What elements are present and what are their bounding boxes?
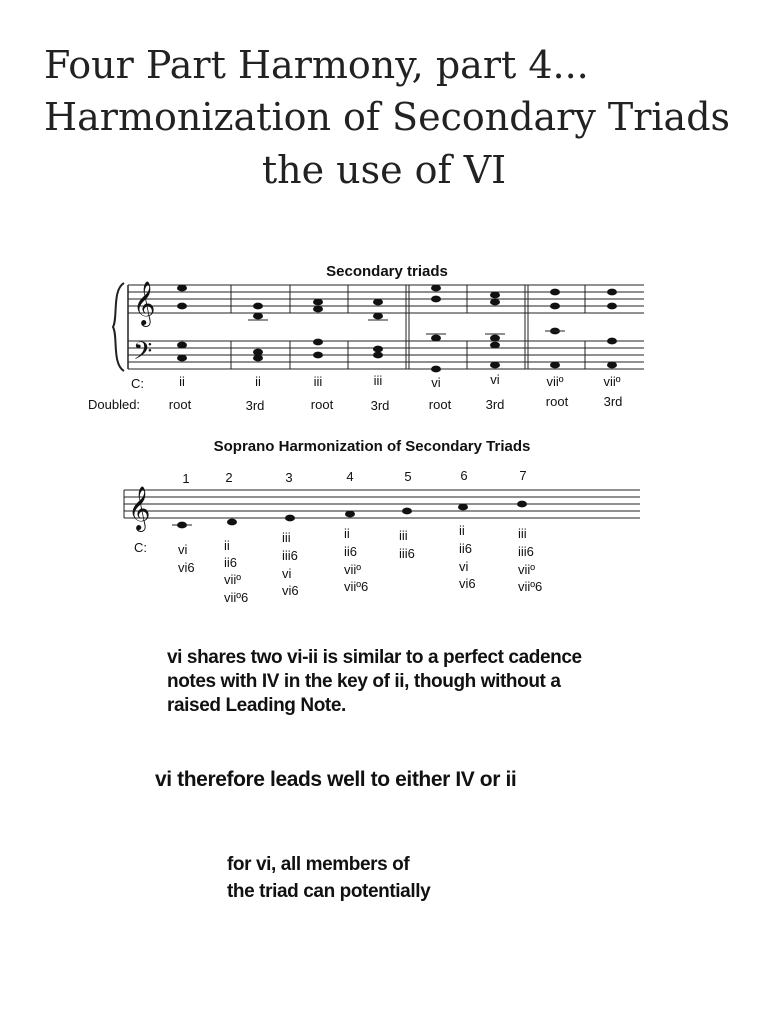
brace-icon [113, 283, 124, 371]
secondary-triads-heading: Secondary triads [326, 263, 448, 280]
soprano-key-label: C: [134, 540, 147, 555]
chord-doubled: 3rd [485, 397, 505, 412]
option: iii [399, 528, 408, 543]
cadence-paragraph [167, 646, 582, 718]
option: vi [178, 542, 188, 557]
option: vi6 [282, 583, 299, 598]
chord-numeral: iii [313, 374, 323, 389]
chord-noteheads [177, 285, 617, 373]
option: viiº6 [344, 579, 369, 594]
cadence-line-3: raised Leading Note. [167, 695, 346, 716]
chord-numeral: viiº [603, 374, 621, 389]
note-number: 6 [460, 468, 468, 483]
treble-clef-icon: 𝄞 [128, 486, 151, 530]
chord-doubled: root [428, 397, 452, 412]
chord-numeral: iii [373, 373, 383, 388]
option: ii [224, 538, 230, 553]
option: iii6 [399, 546, 415, 561]
members-line-1: for vi, all members of [227, 854, 410, 875]
option: vi [459, 559, 469, 574]
option: viiº [518, 562, 536, 577]
option: iii6 [282, 548, 298, 563]
chord-doubled: 3rd [245, 398, 265, 413]
cadence-line-2: notes with IV in the key of ii, though without a [167, 671, 561, 692]
option: viiº [224, 572, 242, 587]
members-paragraph [227, 851, 430, 905]
soprano-harmonization-heading: Soprano Harmonization of Secondary Triads [213, 438, 531, 455]
chord-doubled: root [168, 397, 192, 412]
chord-doubled: 3rd [603, 394, 623, 409]
note-number: 3 [285, 470, 293, 485]
note-number: 7 [519, 468, 527, 483]
option: ii [344, 526, 350, 541]
members-line-2: the triad can potentially [227, 881, 431, 902]
option: ii6 [459, 541, 473, 556]
chord-doubled: root [310, 397, 334, 412]
option: viiº6 [518, 579, 543, 594]
option: iii6 [518, 544, 534, 559]
soprano-noteheads [172, 501, 527, 529]
doubled-label: Doubled: [88, 397, 141, 412]
option: ii6 [224, 555, 238, 570]
title-line-2: Harmonization of Secondary Triads [44, 95, 731, 139]
chord-doubled: root [545, 394, 569, 409]
note-number: 4 [346, 469, 354, 484]
treble-clef-icon: 𝄞 [133, 281, 156, 325]
title-line-3: the use of VI [261, 148, 507, 192]
note-number: 2 [225, 470, 233, 485]
option: vi6 [178, 560, 195, 575]
chord-numeral: viiº [546, 374, 564, 389]
leads-line: vi therefore leads well to either IV or ii [155, 768, 517, 791]
chord-numeral: ii [255, 374, 261, 389]
cadence-line-1: vi shares two vi-ii is similar to a perfect cadence [167, 647, 582, 668]
option: vi6 [459, 576, 476, 591]
option: vi [282, 566, 292, 581]
note-number: 5 [404, 469, 412, 484]
title-line-1: Four Part Harmony, part 4... [44, 43, 589, 87]
option: viiº [344, 562, 362, 577]
grand-staff [128, 285, 644, 369]
option: viiº6 [224, 590, 249, 605]
option: ii [459, 523, 465, 538]
chord-doubled: 3rd [370, 398, 390, 413]
leads-paragraph [155, 766, 516, 794]
bass-clef-icon: 𝄢 [133, 337, 153, 372]
chord-numeral: ii [179, 374, 185, 389]
option: iii [282, 530, 291, 545]
soprano-staff [124, 490, 640, 518]
note-number: 1 [182, 471, 190, 486]
key-label: C: [131, 376, 144, 391]
option: ii6 [344, 544, 358, 559]
chord-numeral: vi [490, 372, 500, 387]
chord-numeral: vi [431, 375, 441, 390]
option: iii [518, 526, 527, 541]
